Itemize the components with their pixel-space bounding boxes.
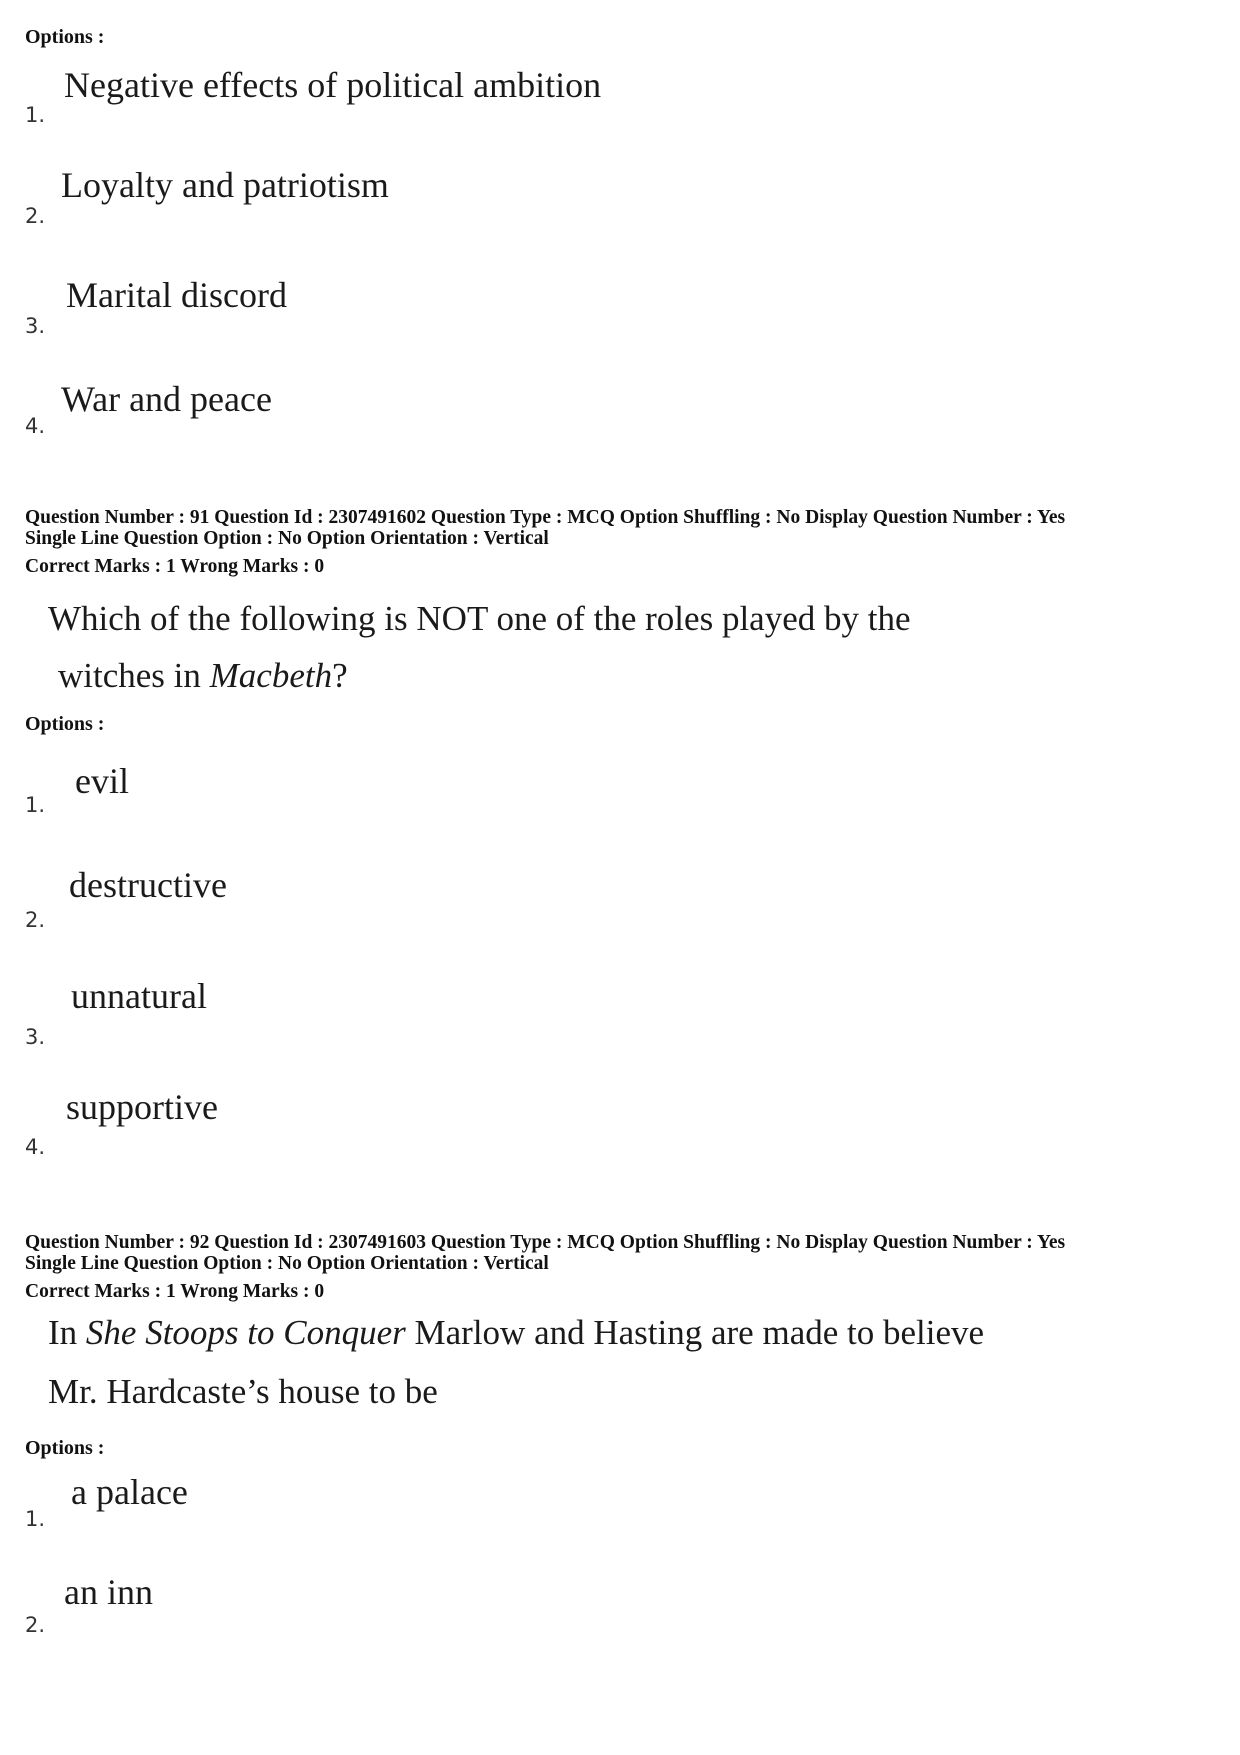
options-label: Options : — [25, 26, 105, 48]
option-number: 4. — [25, 1135, 46, 1159]
option-text: War and peace — [61, 379, 272, 419]
option-text: Negative effects of political ambition — [64, 65, 602, 105]
question-meta: Single Line Question Option : No Option Orientation : Vertical — [25, 1253, 549, 1274]
option-number: 2. — [25, 1613, 46, 1637]
option-number: 2. — [25, 204, 46, 228]
option-text: an inn — [64, 1572, 153, 1612]
question-text: Which of the following is NOT one of the roles played by the — [48, 599, 911, 638]
option-number: 3. — [25, 314, 46, 338]
option-text: unnatural — [71, 976, 207, 1016]
option-text: a palace — [71, 1472, 188, 1512]
option-text: Loyalty and patriotism — [61, 165, 389, 205]
question-marks: Correct Marks : 1 Wrong Marks : 0 — [25, 1281, 325, 1302]
question-text: witches in Macbeth? — [58, 656, 348, 695]
play-title: Macbeth — [209, 656, 333, 695]
question-meta: Question Number : 92 Question Id : 2307491603 Question Type : MCQ Option Shuffling : No Display Question Number : Yes — [25, 1232, 1066, 1253]
play-title: She Stoops to Conquer — [85, 1313, 406, 1352]
options-label: Options : — [25, 1437, 105, 1459]
option-number: 2. — [25, 908, 46, 932]
option-number: 3. — [25, 1025, 46, 1049]
question-text: In She Stoops to Conquer Marlow and Hasting are made to believe — [48, 1313, 985, 1352]
options-label: Options : — [25, 713, 105, 735]
option-number: 1. — [25, 793, 46, 817]
question-marks: Correct Marks : 1 Wrong Marks : 0 — [25, 556, 325, 577]
option-text: evil — [75, 761, 129, 801]
option-number: 4. — [25, 414, 46, 438]
question-meta: Single Line Question Option : No Option Orientation : Vertical — [25, 528, 549, 549]
option-number: 1. — [25, 103, 46, 127]
option-number: 1. — [25, 1507, 46, 1531]
question-meta: Question Number : 91 Question Id : 2307491602 Question Type : MCQ Option Shuffling : No Display Question Number : Yes — [25, 507, 1066, 528]
option-text: Marital discord — [66, 275, 287, 315]
option-text: destructive — [69, 865, 227, 905]
option-text: supportive — [66, 1087, 218, 1127]
question-text: Mr. Hardcaste’s house to be — [48, 1372, 438, 1411]
